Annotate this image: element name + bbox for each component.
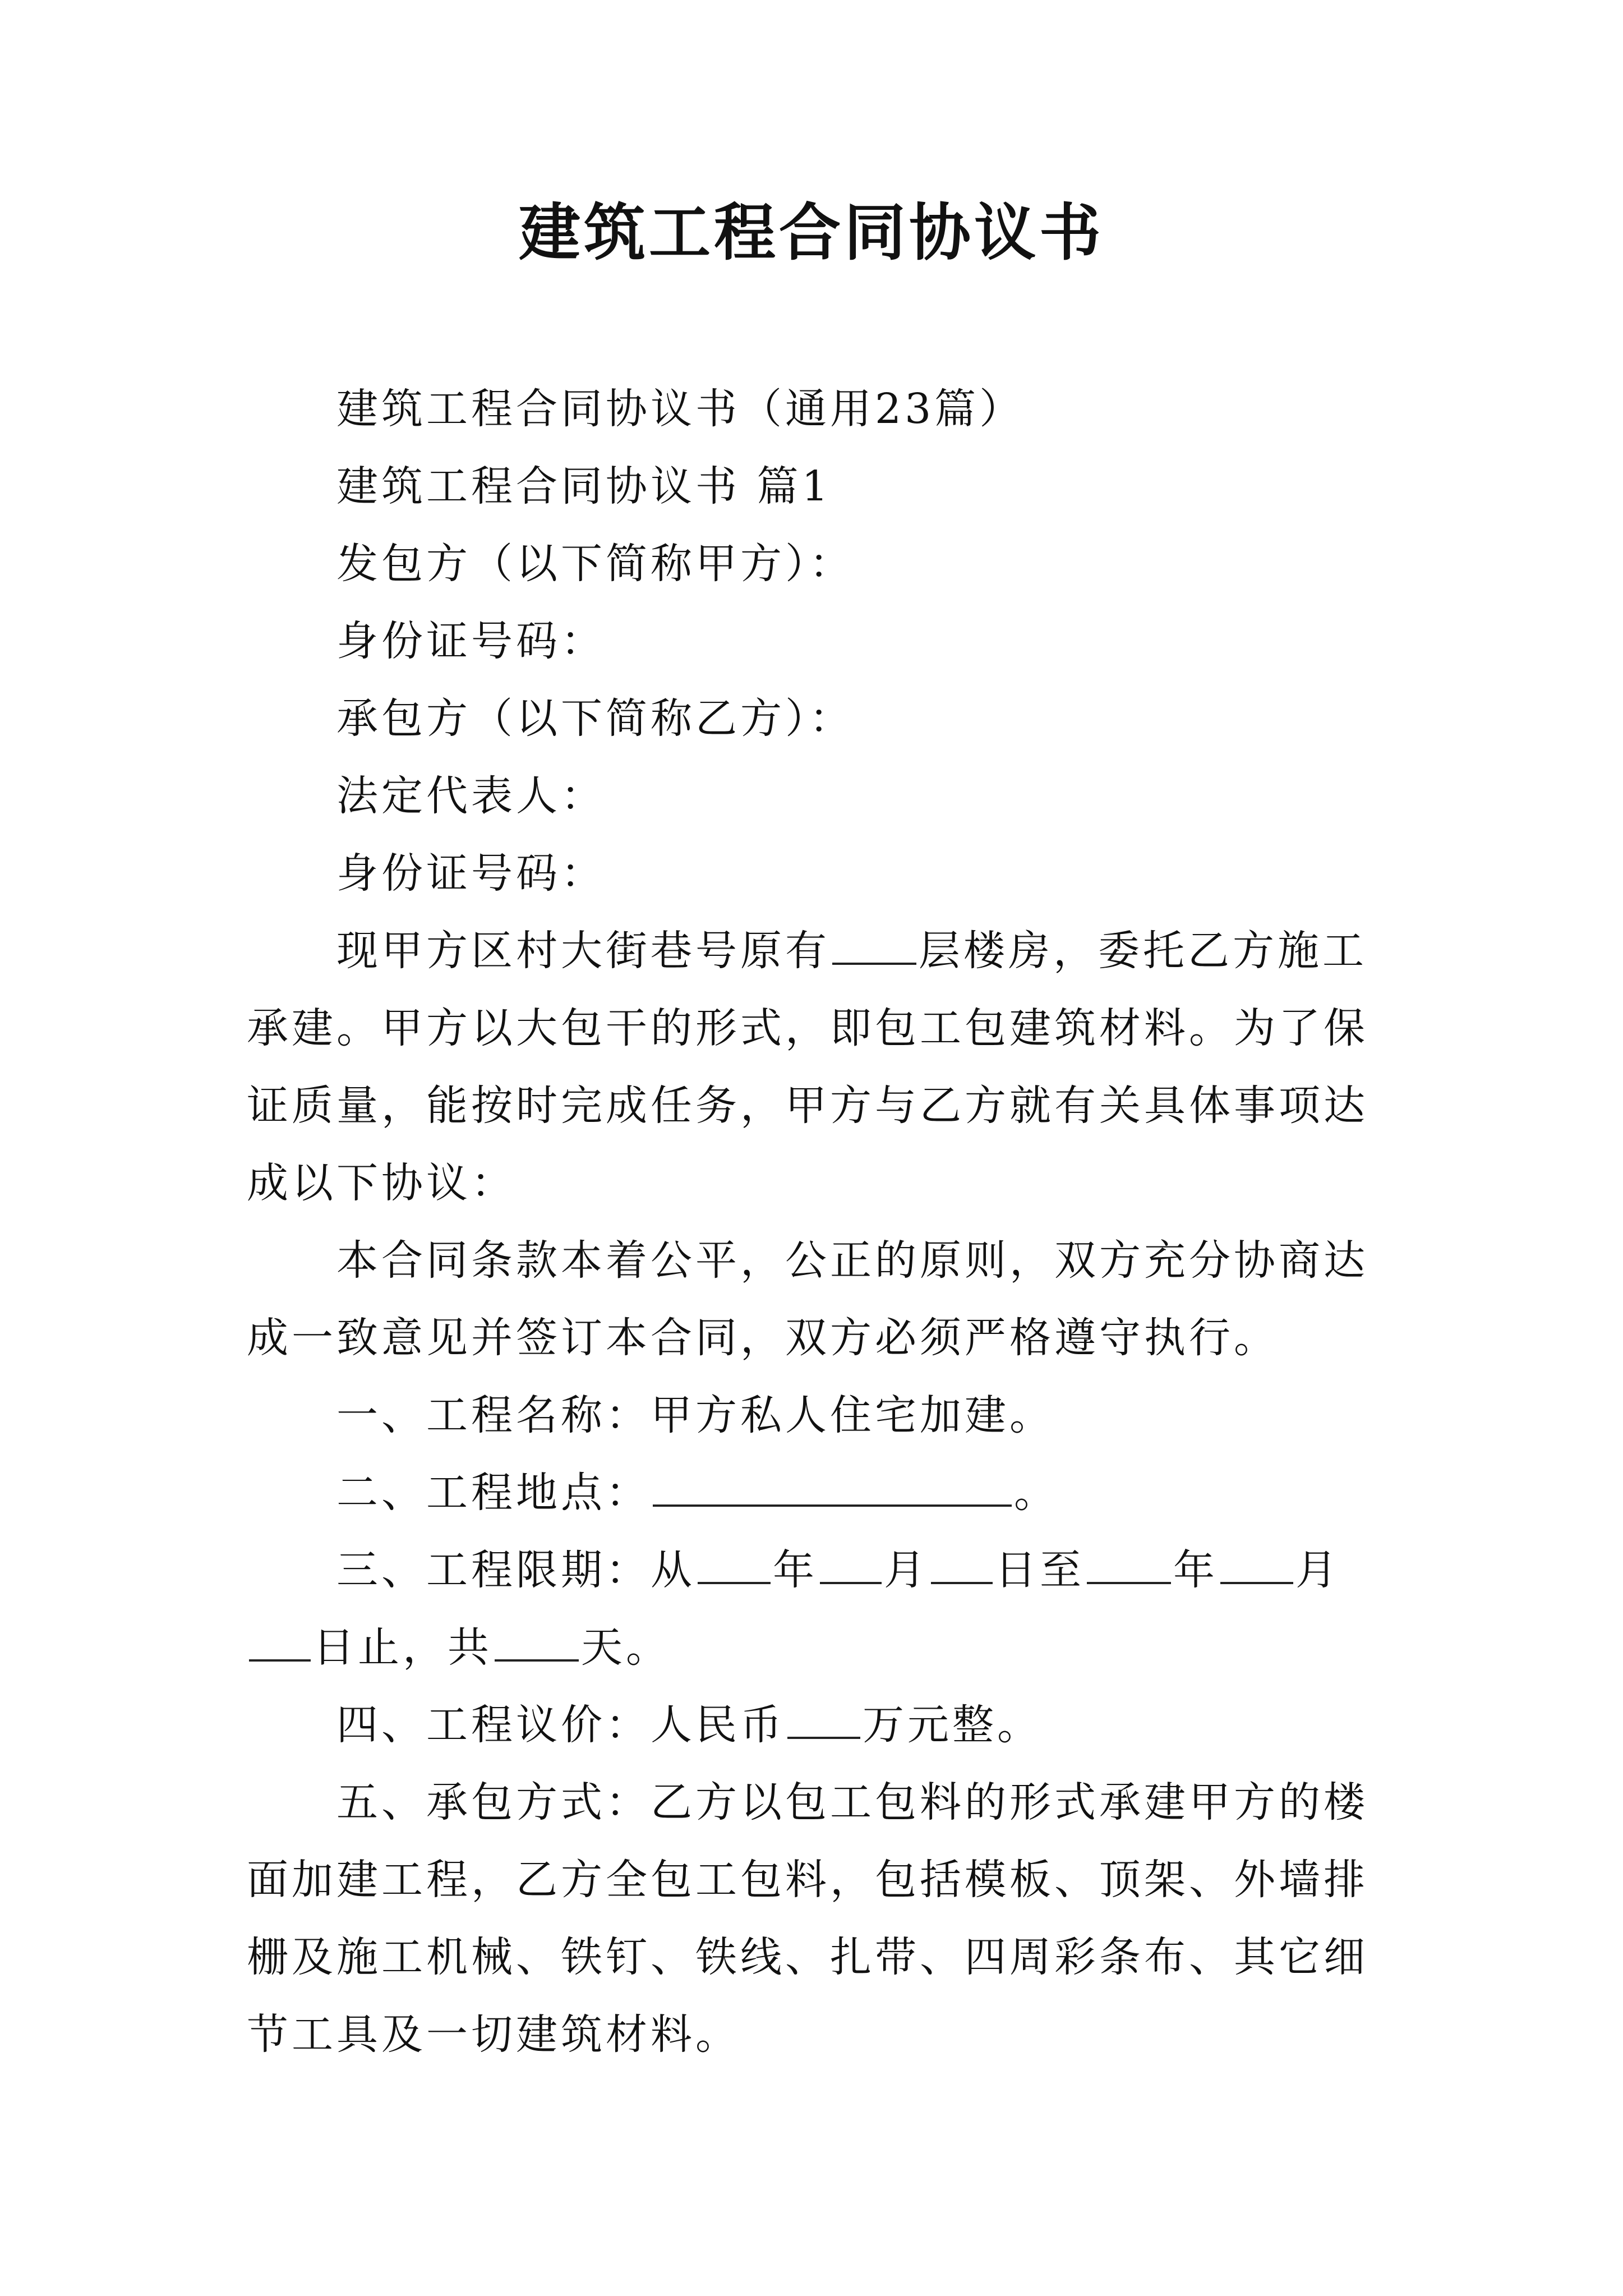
legal-representative-line: 法定代表人： bbox=[336, 772, 606, 820]
price-label: 四、工程议价：人民币 bbox=[336, 1701, 785, 1749]
start-year-blank bbox=[698, 1543, 771, 1584]
end-month-blank bbox=[1220, 1543, 1293, 1584]
month2-label: 月 bbox=[1295, 1546, 1340, 1594]
item-contract-method: 五、承包方式：乙方以包工包料的形式承建甲方的楼面加建工程，乙方全包工包料，包括模板、顶架、外墙排栅及施工机械、铁钉、铁线、扎带、四周彩条布、其它细节工具及一切建筑材料。 bbox=[247, 1778, 1368, 2059]
start-month-blank bbox=[820, 1543, 882, 1584]
section-heading: 建筑工程合同协议书 篇1 bbox=[336, 462, 832, 510]
intro-text-2: 层楼房，委托乙方施工承建。甲方以大包干的形式，即包工包建筑材料。为了保证质量，能按时完成任务，甲方与乙方就有关具体事项达成以下协议： bbox=[247, 927, 1368, 1207]
item-project-location bbox=[247, 1454, 1385, 1531]
days-label: 天。 bbox=[581, 1623, 671, 1672]
location-blank bbox=[653, 1465, 1012, 1507]
item-project-price bbox=[247, 1686, 1385, 1764]
item-project-period bbox=[247, 1531, 1385, 1686]
month-label: 月 bbox=[884, 1546, 929, 1594]
end-year-blank bbox=[1087, 1543, 1171, 1584]
party-b-line: 承包方（以下简称乙方）： bbox=[336, 694, 854, 743]
intro-text-1: 现甲方区村大街巷号原有 bbox=[336, 927, 830, 975]
period-end-label: 日止，共 bbox=[313, 1623, 492, 1672]
principle-paragraph: 本合同条款本着公平，公正的原则，双方充分协商达成一致意见并签订本合同，双方必须严格遵守执行。 bbox=[247, 1236, 1368, 1362]
floors-blank bbox=[832, 923, 916, 965]
location-end: 。 bbox=[1014, 1469, 1059, 1517]
subtitle-line: 建筑工程合同协议书（通用23篇） bbox=[336, 385, 1025, 433]
party-a-line: 发包方（以下简称甲方）： bbox=[336, 540, 854, 588]
year2-label: 年 bbox=[1173, 1546, 1218, 1594]
year-label: 年 bbox=[773, 1546, 818, 1594]
item-project-name: 一、工程名称：甲方私人住宅加建。 bbox=[336, 1391, 1054, 1439]
id-number-a-line: 身份证号码： bbox=[336, 617, 606, 665]
document-body bbox=[247, 370, 1385, 2073]
day-to-label: 日至 bbox=[995, 1546, 1085, 1594]
period-label: 三、工程限期：从 bbox=[336, 1546, 695, 1594]
end-day-blank bbox=[249, 1620, 311, 1662]
total-days-blank bbox=[495, 1620, 579, 1662]
start-day-blank bbox=[931, 1543, 993, 1584]
location-label: 二、工程地点： bbox=[336, 1469, 651, 1517]
document-title: 建筑工程合同协议书 bbox=[519, 196, 1104, 269]
price-end: 万元整。 bbox=[863, 1701, 1042, 1749]
intro-paragraph bbox=[247, 912, 1385, 1222]
id-number-b-line: 身份证号码： bbox=[336, 849, 606, 898]
price-blank bbox=[787, 1697, 860, 1739]
